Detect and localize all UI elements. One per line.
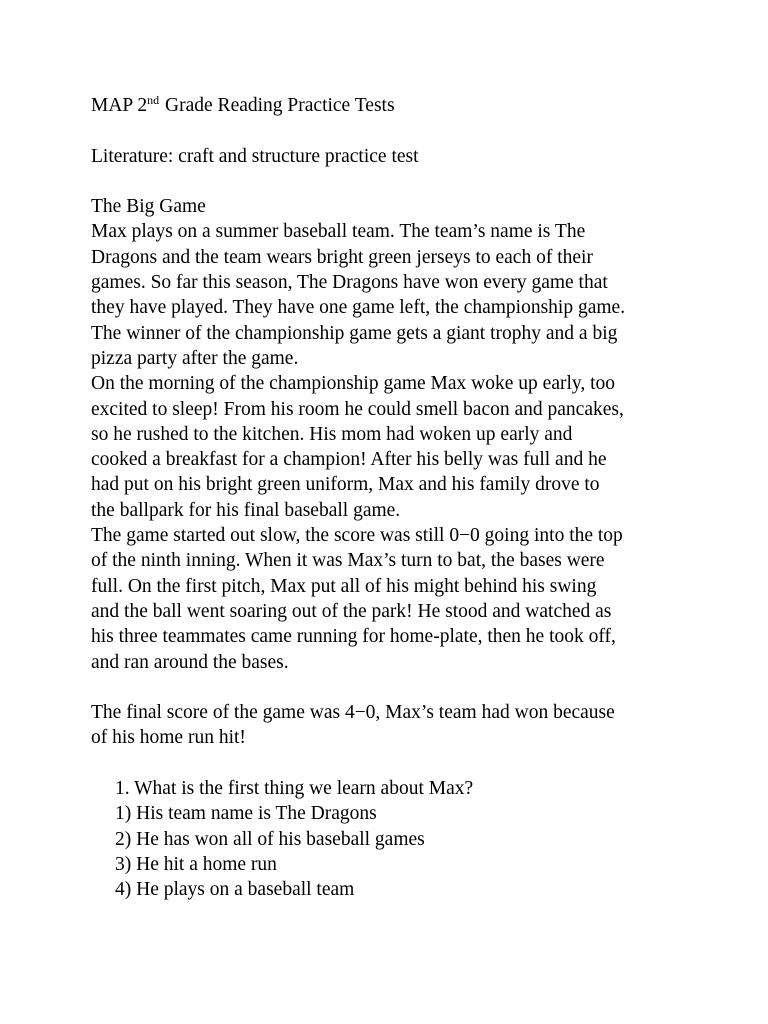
text-line: of the ninth inning. When it was Max’s turn to bat, the bases were (91, 550, 605, 572)
page-title-superscript: nd (147, 93, 160, 107)
text-line: so he rushed to the kitchen. His mom had woken up early and (91, 423, 573, 445)
text-line: had put on his bright green uniform, Max and his family drove to (91, 474, 600, 496)
story-paragraph-2 (91, 371, 731, 523)
text-line: full. On the first pitch, Max put all of his might behind his swing (91, 575, 597, 597)
spacer (91, 751, 731, 776)
story-title: The Big Game (91, 196, 206, 218)
text-line: of his home run hit! (91, 727, 246, 749)
text-line: pizza party after the game. (91, 347, 299, 369)
text-line: games. So far this season, The Dragons have won every game that (91, 272, 608, 294)
text-line: his three teammates came running for home-plate, then he took off, (91, 626, 616, 648)
text-line: excited to sleep! From his room he could smell bacon and pancakes, (91, 398, 624, 420)
text-line: and the ball went soaring out of the park! He stood and watched as (91, 600, 612, 622)
spacer (91, 118, 731, 143)
answer-option-4: 4) He plays on a baseball team (115, 879, 355, 901)
question-block (91, 776, 731, 902)
story-paragraph-1 (91, 219, 731, 371)
text-line: The game started out slow, the score was still 0−0 going into the top (91, 525, 623, 547)
answer-option-3: 3) He hit a home run (115, 853, 277, 875)
spacer (91, 675, 731, 700)
text-line: The final score of the game was 4−0, Max’s team had won because (91, 702, 615, 724)
text-line: The winner of the championship game gets a giant trophy and a big (91, 322, 618, 344)
document-content (91, 93, 731, 903)
text-line: Dragons and the team wears bright green jerseys to each of their (91, 246, 593, 268)
answer-option-2: 2) He has won all of his baseball games (115, 828, 425, 850)
page-title-prefix: MAP 2 (91, 95, 148, 116)
text-line: and ran around the bases. (91, 651, 289, 673)
page-title (91, 93, 731, 118)
story-paragraph-3 (91, 523, 731, 675)
text-line: they have played. They have one game left, the championship game. (91, 297, 626, 319)
story-conclusion (91, 700, 731, 751)
text-line: the ballpark for his final baseball game. (91, 499, 401, 521)
spacer (91, 169, 731, 194)
question-prompt: 1. What is the first thing we learn about Max? (115, 778, 474, 800)
text-line: cooked a breakfast for a champion! After his belly was full and he (91, 449, 607, 471)
text-line: Max plays on a summer baseball team. The team’s name is The (91, 221, 586, 243)
page-title-suffix: Grade Reading Practice Tests (160, 95, 395, 116)
test-subtitle: Literature: craft and structure practice test (91, 145, 419, 167)
text-line: On the morning of the championship game Max woke up early, too (91, 373, 616, 395)
answer-option-1: 1) His team name is The Dragons (115, 803, 377, 825)
